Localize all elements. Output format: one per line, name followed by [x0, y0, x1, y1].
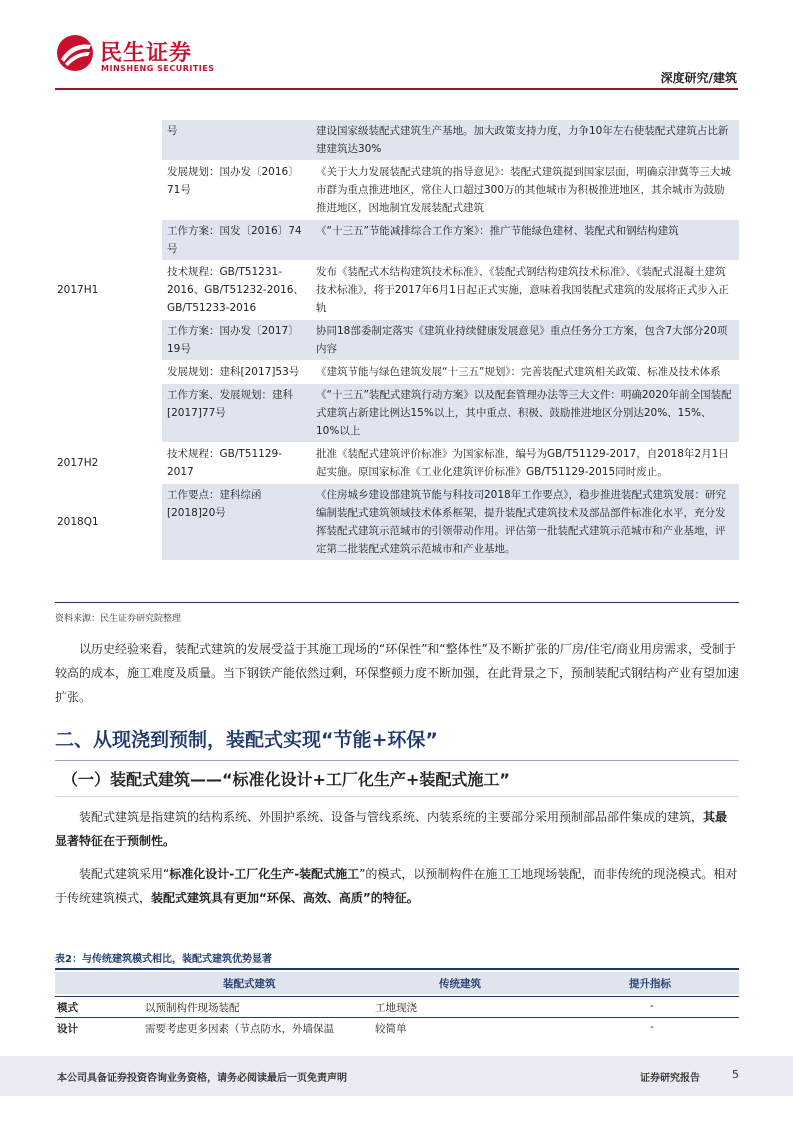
table2-cell-traditional: 工地现浇	[375, 1002, 417, 1014]
table-row	[55, 384, 739, 443]
table-row	[55, 320, 739, 361]
table-cell-type: 技术规程：GB/T51129-2017	[162, 443, 311, 484]
table2-header-traditional: 传统建筑	[439, 978, 481, 990]
table-cell-type: 工作方案、发展规划：建科[2017]77号	[162, 384, 311, 443]
table-cell-type: 工作方案：国发〔2016〕74号	[162, 220, 311, 261]
table-cell-period	[55, 320, 162, 361]
mode-highlight-b: 装配式建筑具有更加“环保、高效、高质”的特征。	[151, 891, 419, 905]
table2-top-rule	[55, 968, 739, 970]
table2-row-label: 设计	[57, 1023, 78, 1035]
table2-cell-prefab: 以预制构件现场装配	[145, 1002, 240, 1014]
table-row	[55, 261, 739, 320]
section-title: 二、从现浇到预制，装配式实现“节能+环保”	[55, 729, 438, 751]
table-cell-content: 建设国家级装配式建筑生产基地。加大政策支持力度，力争10年左右使装配式建筑占比新建建筑达30%	[311, 120, 739, 161]
table-cell-period: 2018Q1	[55, 484, 162, 561]
policy-table	[55, 120, 739, 561]
table-cell-content: 协同18部委制定落实《建筑业持续健康发展意见》重点任务分工方案，包含7大部分20项内容	[311, 320, 739, 361]
paragraph-mode	[55, 862, 739, 910]
logo-subtext: MINSHENG SECURITIES	[101, 64, 215, 73]
table-cell-period: 2017H1	[55, 261, 162, 320]
page-header	[0, 0, 793, 92]
table-cell-content: 《住房城乡建设部建筑节能与科技司2018年工作要点》，稳步推进装配式建筑发展：研究编制装配式建筑领域技术体系框架，提升装配式建筑技术及部品部件标准化水平，充分发挥装配式建筑示范城市的引领带动作用。评估第一批装配式建筑示范城市和产业基地，评定第二批装配式建筑示范城市和产业基地。	[311, 484, 739, 561]
table2-header-prefab: 装配式建筑	[223, 978, 276, 990]
table-source: 资料来源：民生证券研究院整理	[55, 614, 182, 624]
table-cell-period	[55, 220, 162, 261]
mode-text-b: ”的模式，以预制构件在施工工地现场装配，而非传统的现浇模式。相对于传统建筑模式，	[55, 867, 738, 905]
definition-text: 装配式建筑是指建筑的结构系统、外围护系统、设备与管线系统、内装系统的主要部分采用预制部品部件集成的建筑，	[79, 810, 704, 824]
table2-row	[55, 1018, 739, 1038]
table2-row	[55, 997, 739, 1017]
table2-header-improve: 提升指标	[629, 978, 671, 990]
table-row	[55, 120, 739, 161]
subsection-title: （一）装配式建筑——“标准化设计+工厂化生产+装配式施工”	[62, 770, 510, 789]
table-cell-type: 发展规划：国办发〔2016〕71号	[162, 161, 311, 220]
table-cell-period	[55, 361, 162, 384]
table-cell-content: 《关于大力发展装配式建筑的指导意见》：装配式建筑提到国家层面，明确京津冀等三大城市群为重点推进地区，常住人口超过300万的其他城市为积极推进地区，其余城市为鼓励推进地区，因地制宜发展装配式建筑	[311, 161, 739, 220]
table2-header	[55, 972, 739, 994]
footer-report-type: 证券研究报告	[640, 1073, 700, 1084]
table-cell-type: 技术规程：GB/T51231-2016、GB/T51232-2016、GB/T51233-2016	[162, 261, 311, 320]
table-cell-type: 工作方案：国办发〔2017〕19号	[162, 320, 311, 361]
section-divider	[55, 760, 739, 761]
table2-row-label: 模式	[57, 1002, 78, 1014]
mode-text-a: 装配式建筑采用“	[79, 867, 170, 881]
table2-cell-traditional: 较简单	[375, 1023, 407, 1035]
table-cell-type: 发展规划：建科[2017]53号	[162, 361, 311, 384]
table-bottom-rule	[55, 602, 739, 603]
subsection-divider	[55, 796, 739, 797]
paragraph-history: 以历史经验来看，装配式建筑的发展受益于其施工现场的“环保性”和“整体性”及不断扩张的厂房/住宅/商业用房需求，受制于较高的成本，施工难度及质量。当下钢铁产能依然过剩，环保整顿力度不断加强，在此背景之下，预制装配式钢结构产业有望加速扩张。	[55, 642, 740, 704]
table-row	[55, 484, 739, 561]
table2-cell-improve: -	[650, 1021, 654, 1033]
table2-title: 表2：与传统建筑模式相比，装配式建筑优势显著	[55, 954, 272, 965]
mode-highlight-a: 标准化设计-工厂化生产-装配式施工	[169, 867, 360, 881]
table-cell-content: 发布《装配式木结构建筑技术标准》、《装配式钢结构建筑技术标准》、《装配式混凝土建筑技术标准》，将于2017年6月1日起正式实施，意味着我国装配式建筑的发展将正式步入正轨	[311, 261, 739, 320]
table-cell-content: 批准《装配式建筑评价标准》为国家标准，编号为GB/T51129-2017，自2018年2月1日起实施。原国家标准《工业化建筑评价标准》GB/T51129-2015同时废止。	[311, 443, 739, 484]
table-row	[55, 361, 739, 384]
footer-disclaimer: 本公司具备证券投资咨询业务资格，请务必阅读最后一页免责声明	[57, 1073, 347, 1084]
table-cell-type: 工作要点：建科综函[2018]20号	[162, 484, 311, 561]
table2-cell-improve: -	[650, 1000, 654, 1012]
table-cell-content: 《“十三五”节能减排综合工作方案》：推广节能绿色建材、装配式和钢结构建筑	[311, 220, 739, 261]
table-cell-content: 《“十三五”装配式建筑行动方案》以及配套管理办法等三大文件：明确2020年前全国装配式建筑占新建比例达15%以上，其中重点、积极、鼓励推进地区分别达20%、15%、10%以上	[311, 384, 739, 443]
minsheng-logo-icon	[55, 33, 95, 73]
table-row	[55, 443, 739, 484]
header-divider	[55, 88, 738, 90]
table-cell-period	[55, 384, 162, 443]
table-cell-content: 《建筑节能与绿色建筑发展“十三五”规划》：完善装配式建筑相关政策、标准及技术体系	[311, 361, 739, 384]
table-cell-period	[55, 120, 162, 161]
logo-text: 民生证券	[100, 41, 193, 66]
table-cell-type: 号	[162, 120, 311, 161]
table-cell-period: 2017H2	[55, 443, 162, 484]
table2-cell-prefab: 需要考虑更多因素（节点防水，外墙保温	[145, 1023, 334, 1035]
table-row	[55, 161, 739, 220]
paragraph-definition	[55, 805, 739, 853]
definition-highlight: 其最显著特征在于预制性。	[55, 810, 728, 848]
page-footer	[0, 1056, 793, 1096]
table-row	[55, 220, 739, 261]
table-cell-period	[55, 161, 162, 220]
report-category: 深度研究/建筑	[660, 71, 737, 85]
page-number: 5	[732, 1068, 739, 1081]
